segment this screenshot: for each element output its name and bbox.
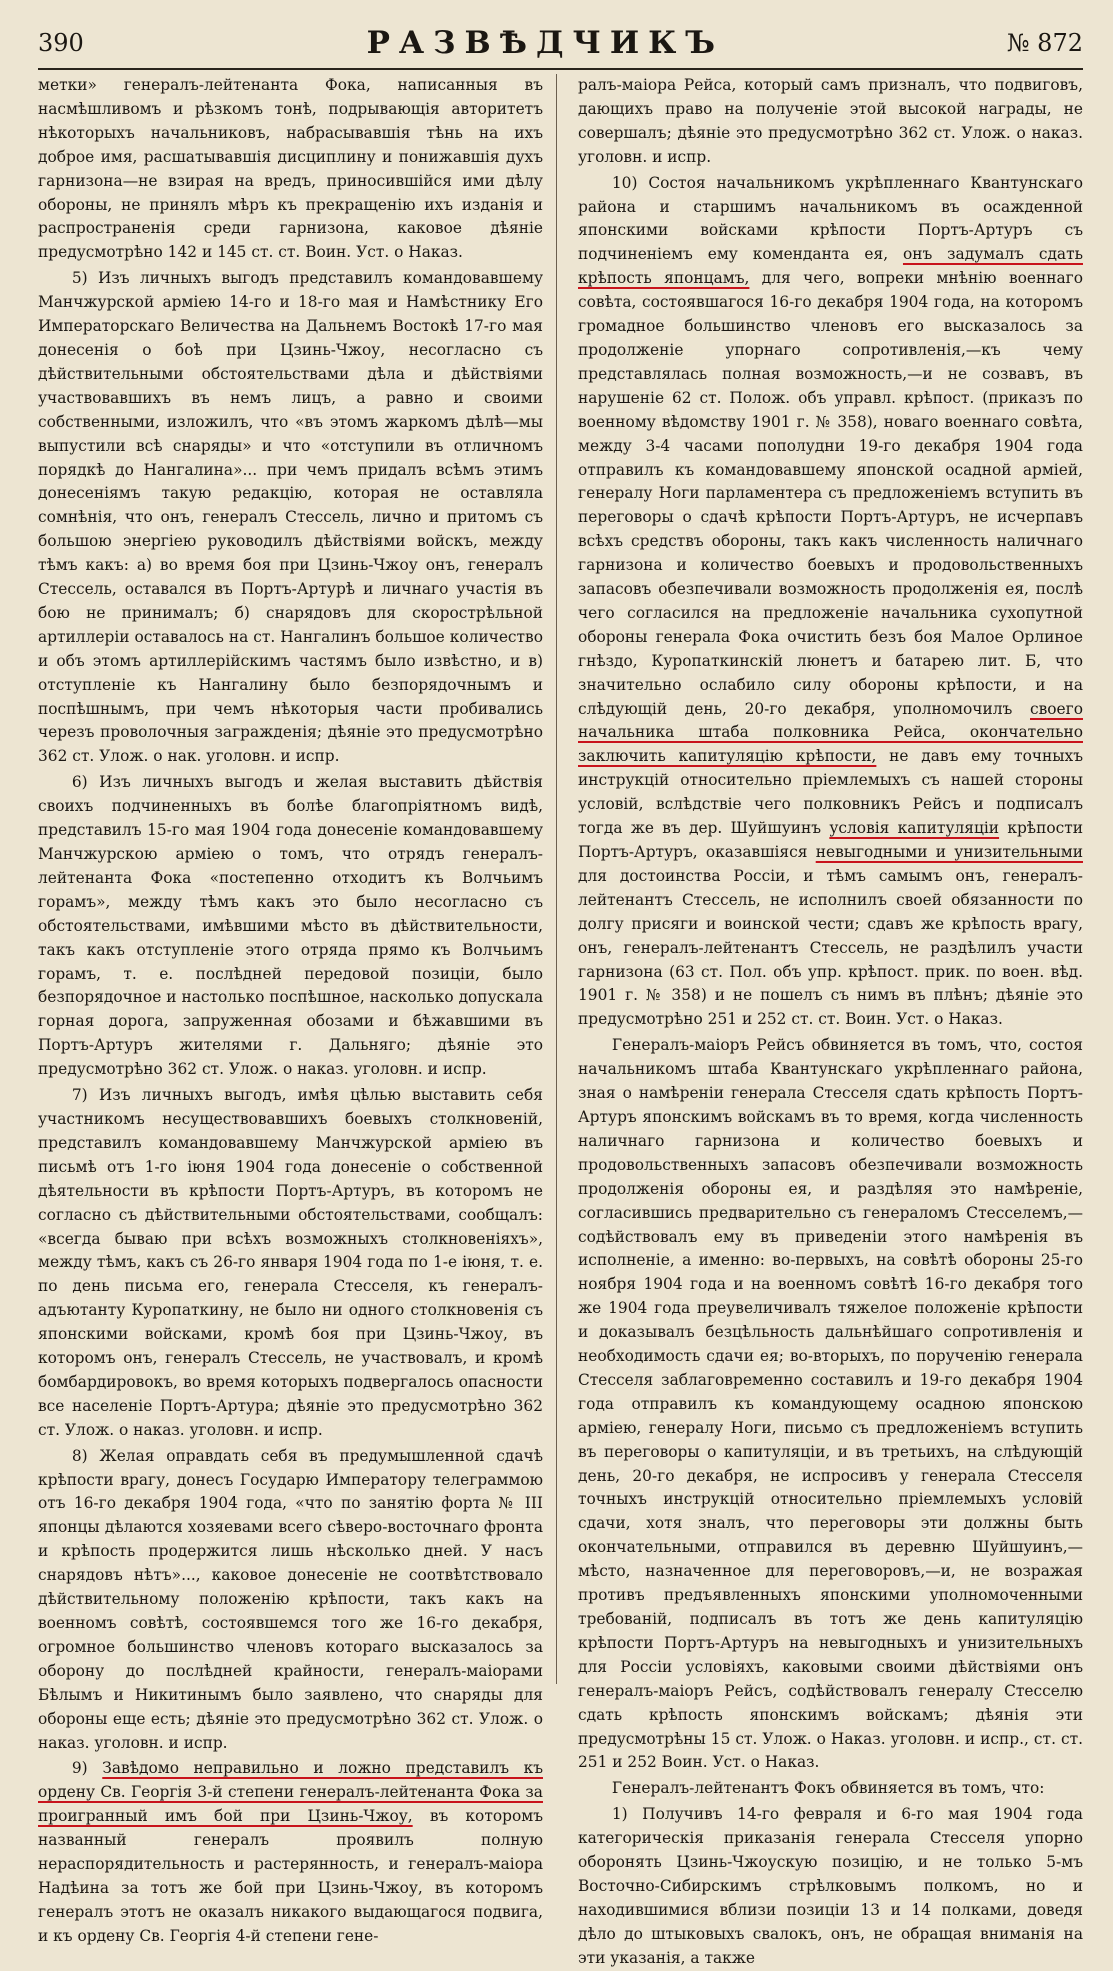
journal-title: РАЗВѢДЧИКЪ [366, 25, 725, 61]
underlined-text: невыгодными и унизительными [815, 843, 1083, 861]
text-run: метки» генералъ-лейтенанта Фока, написанныя въ насмѣшливомъ и рѣзкомъ тонѣ, подрывающія авторитетъ нѣкоторыхъ начальниковъ, набрасывавшія тѣнь на ихъ доброе имя, расшатывавшія дисциплину и понижавшія духъ гарнизона—не взирая на вредъ, приносившійся ими дѣлу обороны, не принялъ мѣръ къ прекращенію ихъ изданія и распространенія среди гарнизона, каковое дѣяніе предусмотрѣно 142 и 145 ст. ст. Воин. Уст. о Наказ. [38, 76, 543, 262]
issue-number: № 872 [1006, 29, 1083, 57]
text-run: 7) Изъ личныхъ выгодъ, имѣя цѣлью выставить себя участникомъ несуществовавшихъ боевыхъ столкновеній, представилъ командовавшему Манчжурской арміею въ письмѣ отъ 1-го іюня 1904 года донесеніе о собственной дѣятельности въ крѣпости Портъ-Артуръ, въ которомъ не согласно съ дѣйствительными обстоятельствами, сообщалъ: «всегда бываю при всѣхъ возможныхъ столкновеніяхъ», между тѣмъ, какъ съ 26-го января 1904 года по 1-е іюня, т. е. по день письма его, генерала Стесселя, къ генералъ-адъютанту Куропаткину, не было ни одного столкновенія съ японскими войсками, кромѣ боя при Цзинь-Чжоу, въ которомъ онъ, генералъ Стессель, не участвовалъ, и кромѣ бомбардировокъ, во время которыхъ подвергалось опасности все населеніе Портъ-Артура; дѣяніе это предусмотрѣно 362 ст. Улож. о наказ. уголовн. и испр. [38, 1086, 543, 1439]
text-run: для чего, вопреки мнѣнію военнаго совѣта, состоявшагося 16-го декабря 1904 года, на которомъ громадное большинство членовъ его высказалось за продолженіе упорнаго сопротивленія,—къ чему представлялась полная возможность,—и не созвавъ, въ нарушеніе 62 ст. Полож. объ управл. крѣпост. (приказъ по военному вѣдомству 1901 г. № 358), новаго военнаго совѣта, между 3-4 часами пополудни 19-го декабря 1904 года отправилъ къ командовавшему японской осадной арміей, генералу Ноги парламентера съ предложеніемъ вступить въ переговоры о сдачѣ крѣпости Портъ-Артуръ, не исчерпавъ всѣхъ средствъ обороны, такъ какъ численность наличнаго гарнизона и количество боевыхъ и продовольственныхъ запасовъ обезпечивали возможность продолженія ея, послѣ чего согласился на предложеніе начальника сухопутной обороны генерала Фока очистить безъ боя Малое Орлиное гнѣздо, Куропаткинскій люнетъ и батарею лит. Б, что значительно ослабило силу обороны крѣпости, и на слѣдующій день, 20-го декабря, уполномочилъ [578, 269, 1083, 718]
text-run: 6) Изъ личныхъ выгодъ и желая выставить дѣйствія своихъ подчиненныхъ въ болѣе благопріятномъ видѣ, представилъ 15-го мая 1904 года донесеніе командовавшему Манчжурскою арміею о томъ, что отрядъ генералъ-лейтенанта Фока «постепенно отходитъ къ Волчьимъ горамъ», между тѣмъ какъ это было несогласно съ обстоятельствами, имѣвшими мѣсто въ дѣйствительности, такъ какъ отступленіе этого отряда прямо къ Волчьимъ горамъ, т. е. послѣдней передовой позиціи, было безпорядочное и настолько поспѣшное, насколько допускала горная дорога, запруженная обозами и бѣжавшими въ Портъ-Артуръ жителями г. Дальняго; дѣяніе это предусмотрѣно 362 ст. Улож. о наказ. уголовн. и испр. [38, 773, 543, 1079]
paragraph [38, 771, 543, 1082]
column-divider [556, 74, 557, 1684]
paragraph [578, 172, 1083, 1033]
text-run: 10) Состоя начальникомъ укрѣпленнаго Квантунскаго района и старшимъ начальникомъ въ осажденной японскими войсками крѣпости Портъ-Артуръ съ подчиненіемъ ему коменданта ея, [578, 173, 1083, 264]
text-run: 5) Изъ личныхъ выгодъ представилъ командовавшему Манчжурской арміею 14-го и 18-го мая и Намѣстнику Его Императорскаго Величества на Дальнемъ Востокѣ 17-го мая донесенія о боѣ при Цзинь-Чжоу, несогласно съ дѣйствительными обстоятельствами дѣла и дѣйствіями участвовавшихъ въ немъ лицъ, а равно и своими собственными, изложилъ, что «въ этомъ жаркомъ дѣлѣ—мы выпустили всѣ снаряды» и что «отступили въ отличномъ порядкѣ до Нангалина»... при чемъ придалъ всѣмъ этимъ донесеніямъ такую редакцію, которая не оставляла сомнѣнія, что онъ, генералъ Стессель, лично и притомъ съ большою энергіею руководилъ дѣйствіями войскъ, между тѣмъ какъ: а) во время боя при Цзинь-Чжоу онъ, генералъ Стессель, оставался въ Портъ-Артурѣ и личнаго участія въ бою не принималъ; б) снарядовъ для скорострѣльной артиллеріи оставалось на ст. Нангалинъ большое количество и объ этомъ артиллерійскимъ частямъ было извѣстно, и в) отступленіе къ Нангалину было безпорядочнымъ и поспѣшнымъ, при чемъ нѣкоторыя части пробивались черезъ проволочныя загражденія; дѣяніе это предусмотрѣно 362 ст. Улож. о нак. уголовн. и испр. [38, 269, 543, 766]
paragraph [38, 1445, 543, 1756]
left-column [38, 74, 543, 1945]
text-run: въ которомъ названный генералъ проявилъ полную нераспорядительность и растерянность, и генералъ-маіора Надѣина за тотъ же бой при Цзинь-Чжоу, въ которомъ генералъ этотъ не оказалъ никакого выдающагося подвига, и къ ордену Св. Георгія 4-й степени гене- [38, 1807, 543, 1945]
text-run: 8) Желая оправдать себя въ предумышленной сдачѣ крѣпости врагу, донесъ Государю Императору телеграммою отъ 16-го декабря 1904 года, «что по занятію форта № III японцы дѣлаются хозяевами всего сѣверо-восточнаго фронта и крѣпость продержится лишь нѣсколько дней. У насъ снарядовъ нѣтъ»..., каковое донесеніе не соотвѣтствовало дѣйствительному положенію крѣпости, такъ какъ на военномъ совѣтѣ, состоявшемся того же 16-го декабря, огромное большинство членовъ котораго высказалось за оборону до послѣдней крайности, генералъ-маіорами Бѣлымъ и Никитинымъ было заявлено, что снаряды для обороны еще есть; дѣяніе это предусмотрѣно 362 ст. Улож. о наказ. уголовн. и испр. [38, 1446, 543, 1752]
underlined-text: Завѣдомо неправильно и ложно представилъ къ ордену Св. Георгія 3-й степени генералъ-лейтенанта Фока за проигранный имъ бой при Цзинь-Чжоу, [38, 1759, 543, 1826]
text-run: Генералъ-маіоръ Рейсъ обвиняется въ томъ, что, состоя начальникомъ штаба Квантунскаго укрѣпленнаго района, зная о намѣреніи генерала Стесселя сдать крѣпость Портъ-Артуръ японскимъ войскамъ въ то время, когда численность наличнаго гарнизона и количество боевыхъ и продовольственныхъ запасовъ обезпечивали возможность продолженія обороны ея, и раздѣляя это намѣреніе, согласившись предварительно съ генераломъ Стесселемъ,—содѣйствовалъ ему въ приведеніи этого намѣренія въ исполненіе, а именно: во-первыхъ, на совѣтѣ обороны 25-го ноября 1904 года и на военномъ совѣтѣ 16-го декабря того же 1904 года преувеличивалъ тяжелое положеніе крѣпости и доказывалъ безцѣльность дальнѣйшаго сопротивленія и необходимость сдачи ея; во-вторыхъ, по порученію генерала Стесселя заблаговременно составилъ и 19-го декабря 1904 года отправилъ къ командующему осадною японскою арміею, генералу Ноги, письмо съ предложеніемъ вступить въ переговоры о капитуляціи, и въ третьихъ, на слѣдующій день, 20-го декабря, не испросивъ у генерала Стесселя точныхъ инструкцій относительно пріемлемыхъ условій сдачи, хотя зналъ, что переговоры эти должны быть окончательными, отправился въ деревню Шуйшуинъ,—мѣсто, назначенное для переговоровъ,—и, не возражая противъ предъявленныхъ японскими уполномоченными требованій, подписалъ въ тотъ же день капитуляцію крѣпости Портъ-Артуръ на невыгодныхъ и унизительныхъ для Россіи условіяхъ, каковыми своими дѣйствіями онъ генералъ-маіоръ Рейсъ, содѣйствовалъ генералу Стесселю сдать крѣпость японскимъ войскамъ; дѣянія эти предусмотрѣны 15 ст. Улож. о Наказ. уголовн. и испр., ст. ст. 251 и 252 Воин. Уст. о Наказ. [578, 1036, 1083, 1772]
page-number: 390 [38, 29, 84, 57]
right-column [578, 74, 1083, 1967]
journal-page [30, 0, 1083, 1967]
paragraph [578, 1777, 1083, 1801]
paragraph [578, 1803, 1083, 1970]
text-run: крѣпости Портъ-Артуръ, оказавшіяся [578, 819, 1083, 861]
text-run: 1) Получивъ 14-го февраля и 6-го мая 1904 года категорическія приказанія генерала Стесселя упорно оборонять Цзинь-Чжоускую позицію, и не только 5-мъ Восточно-Сибирскимъ стрѣлковымъ полкомъ, но и находившимися вблизи позиціи 13 и 14 полками, доведя дѣло до штыковыхъ свалокъ, онъ, не обращая вниманія на эти указанія, а также [578, 1805, 1083, 1967]
paragraph [578, 74, 1083, 170]
text-run: 9) [71, 1759, 103, 1778]
page-header [38, 18, 1083, 70]
text-run: не давъ ему точныхъ инструкцій относительно пріемлемыхъ съ нашей стороны условій, вслѣдствіе чего полковникъ Рейсъ и подписалъ тогда же въ дер. Шуйшуинъ [578, 747, 1083, 838]
paragraph [578, 1034, 1083, 1775]
underlined-text: онъ задумалъ сдать крѣпость японцамъ, [578, 245, 1083, 288]
underlined-text: условія капитуляціи [829, 819, 1000, 838]
paragraph [38, 74, 543, 265]
underlined-text: своего начальника штаба полковника Рейса, окончательно заключить капитуляцію крѣпости, [578, 699, 1083, 766]
text-run: Генералъ-лейтенантъ Фокъ обвиняется въ томъ, что: [611, 1779, 1045, 1798]
text-run: ралъ-маіора Рейса, который самъ призналъ, что подвиговъ, дающихъ право на полученіе этой высокой награды, не совершалъ; дѣяніе это предусмотрѣно 362 ст. Улож. о наказ. уголовн. и испр. [578, 76, 1083, 166]
paragraph [38, 1757, 543, 1948]
paragraph [38, 1084, 543, 1443]
paragraph [38, 267, 543, 769]
text-run: для достоинства Россіи, и тѣмъ самымъ онъ, генералъ-лейтенантъ Стессель, не исполнилъ своей обязанности по долгу присяги и воинской чести; сдавъ же крѣпость врагу, онъ, генералъ-лейтенантъ Стессель, не раздѣлилъ участи гарнизона (63 ст. Пол. объ упр. крѣпост. прик. по воен. вѣд. 1901 г. № 358) и не пошелъ съ нимъ въ плѣнъ; дѣяніе это предусмотрѣно 251 и 252 ст. ст. Воин. Уст. о Наказ. [578, 866, 1083, 1029]
